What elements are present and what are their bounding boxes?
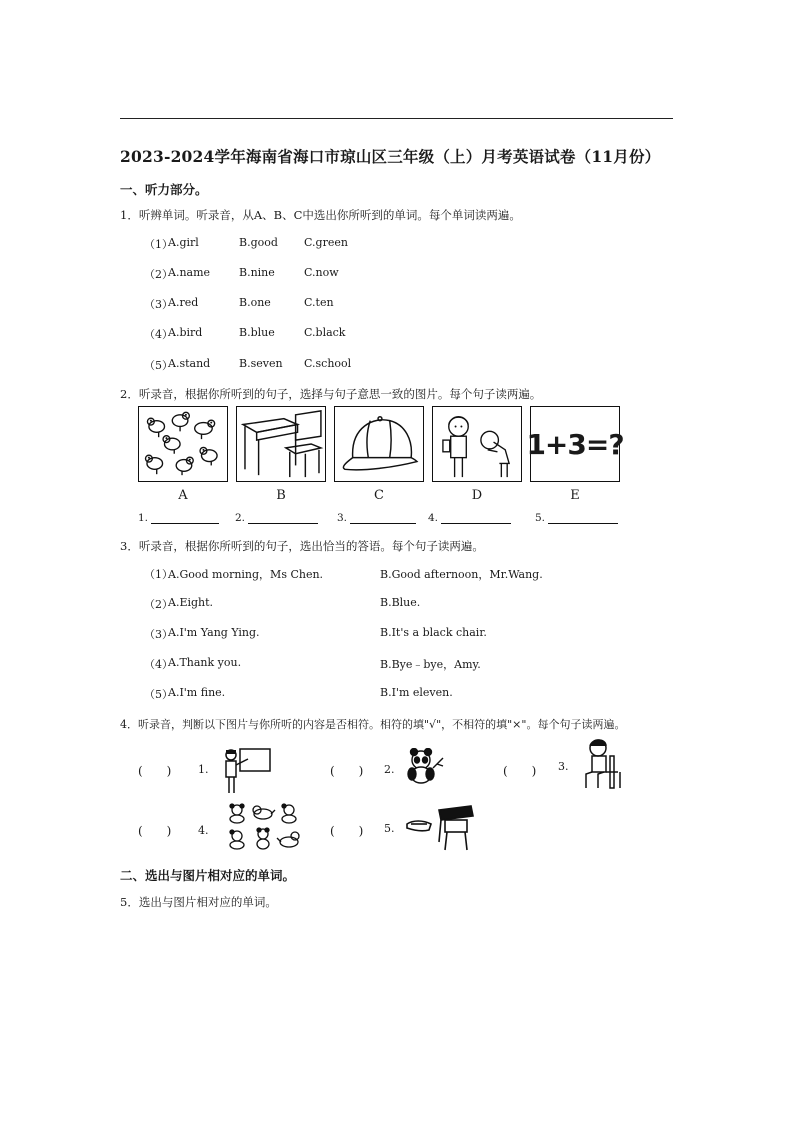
answer-parentheses[interactable]: ( )	[330, 764, 364, 778]
desk-pointing-icon	[405, 802, 475, 852]
picture-label: A	[178, 488, 188, 503]
question-5-stem: 5．选出与图片相对应的单词。	[120, 895, 277, 909]
picture-label: E	[570, 488, 580, 503]
option-b: B.It's a black chair.	[380, 626, 487, 639]
sitting-boy-icon	[582, 738, 626, 790]
header-rule	[120, 118, 673, 119]
item-number: （1）	[144, 568, 173, 581]
item-number: （4）	[144, 328, 173, 341]
math-problem-icon: 1+3=?	[526, 427, 624, 461]
item-number: 1.	[198, 763, 209, 776]
option-a: A.Good morning，Ms Chen.	[168, 568, 324, 581]
picture-label: B	[276, 488, 286, 503]
teacher-board-icon	[220, 745, 272, 795]
section-vocabulary-heading: 二、选出与图片相对应的单词。	[120, 868, 296, 883]
option-b: B.I'm eleven.	[380, 686, 453, 699]
item-number: （1）	[144, 238, 173, 251]
birds-icon	[139, 407, 227, 481]
option-c: C.school	[304, 357, 352, 370]
option-a: A.name	[168, 266, 211, 279]
option-b: B.Bye﹣bye，Amy.	[380, 658, 481, 671]
question-1-stem: 1．听辨单词。听录音，从A、B、C中选出你所听到的单词。每个单词读两遍。	[120, 208, 521, 222]
option-b: B.one	[239, 296, 271, 309]
item-number: （3）	[144, 628, 173, 641]
picture-label: C	[374, 488, 384, 503]
option-c: C.black	[304, 326, 346, 339]
item-number: （2）	[144, 268, 173, 281]
item-number: （3）	[144, 298, 173, 311]
item-number: （5）	[144, 359, 173, 372]
option-a: A.I'm fine.	[168, 686, 226, 699]
answer-parentheses[interactable]: ( )	[330, 824, 364, 838]
option-a: A.red	[168, 296, 199, 309]
picture-d	[432, 406, 522, 482]
item-number: （5）	[144, 688, 173, 701]
option-a: A.girl	[168, 236, 199, 249]
answer-blank[interactable]: 1.	[138, 512, 219, 524]
option-b: B.Good afternoon，Mr.Wang.	[380, 568, 543, 581]
option-b: B.Blue.	[380, 596, 421, 609]
option-a: A.stand	[168, 357, 211, 370]
answer-blank[interactable]: 3.	[337, 512, 416, 524]
answer-parentheses[interactable]: ( )	[138, 764, 172, 778]
answer-blank[interactable]: 5.	[535, 512, 618, 524]
option-b: B.good	[239, 236, 278, 249]
picture-b	[236, 406, 326, 482]
option-a: A.Eight.	[168, 596, 214, 609]
option-c: C.ten	[304, 296, 334, 309]
option-c: C.green	[304, 236, 348, 249]
panda-icon	[405, 748, 445, 784]
cap-icon	[335, 407, 423, 481]
item-number: 4.	[198, 824, 209, 837]
picture-e	[526, 406, 624, 482]
picture-a	[138, 406, 228, 482]
answer-blank[interactable]: 2.	[235, 512, 318, 524]
option-b: B.seven	[239, 357, 283, 370]
q2-picture-strip	[138, 406, 628, 506]
option-a: A.bird	[168, 326, 203, 339]
question-3-stem: 3．听录音，根据你所听到的句子，选出恰当的答语。每个句子读两遍。	[120, 539, 484, 553]
greeting-people-icon	[433, 407, 521, 481]
dogs-icon	[225, 802, 305, 852]
option-b: B.blue	[239, 326, 275, 339]
page-title: 2023-2024学年海南省海口市琼山区三年级（上）月考英语试卷（11月份）	[120, 147, 661, 166]
desk-chair-icon	[237, 407, 325, 481]
answer-parentheses[interactable]: ( )	[503, 764, 537, 778]
item-number: 2.	[384, 763, 395, 776]
item-number: （2）	[144, 598, 173, 611]
section-listening-heading: 一、听力部分。	[120, 182, 208, 197]
item-number: 3.	[558, 760, 569, 773]
option-a: A.I'm Yang Ying.	[168, 626, 260, 639]
option-b: B.nine	[239, 266, 275, 279]
answer-blank[interactable]: 4.	[428, 512, 511, 524]
answer-parentheses[interactable]: ( )	[138, 824, 172, 838]
picture-c	[334, 406, 424, 482]
picture-label: D	[471, 488, 483, 503]
option-c: C.now	[304, 266, 339, 279]
question-2-stem: 2．听录音，根据你所听到的句子，选择与句子意思一致的图片。每个句子读两遍。	[120, 387, 542, 401]
question-4-stem: 4．听录音，判断以下图片与你所听的内容是否相符。相符的填"√"，不相符的填"×"。每个句子读两遍。	[120, 718, 626, 731]
option-a: A.Thank you.	[168, 656, 242, 669]
item-number: 5.	[384, 822, 395, 835]
q2-answer-blanks	[138, 512, 638, 528]
item-number: （4）	[144, 658, 173, 671]
